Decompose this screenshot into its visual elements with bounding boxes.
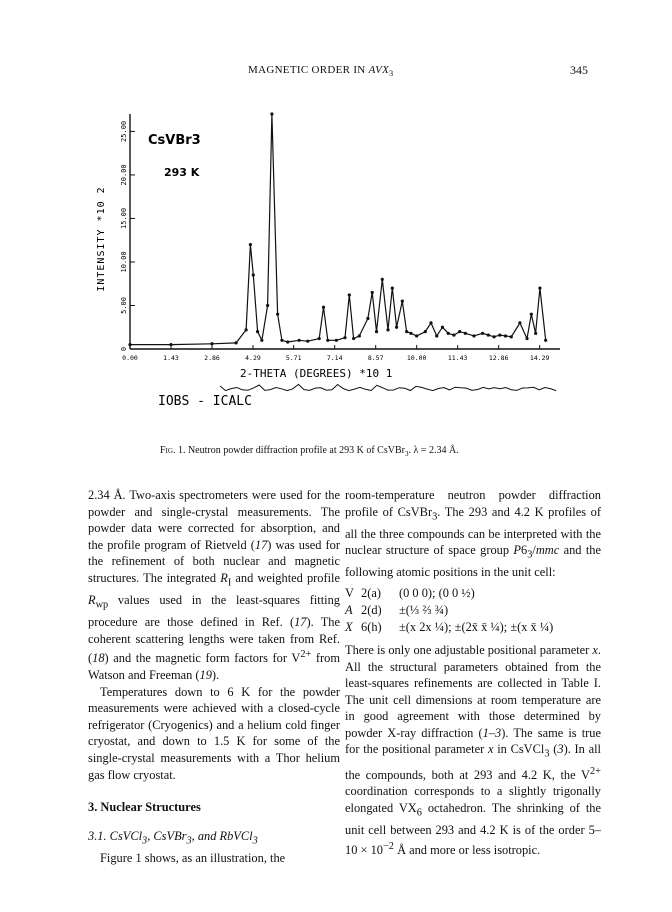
position-row — [345, 585, 601, 602]
observed-data-point — [266, 304, 269, 307]
observed-data-point — [128, 343, 131, 346]
x-tick-label: 7.14 — [326, 354, 343, 362]
observed-data-point — [395, 326, 398, 329]
wyckoff-site: 2(d) — [361, 602, 382, 617]
y-axis-label: INTENSITY *10 2 — [96, 186, 107, 292]
observed-data-point — [276, 313, 279, 316]
observed-data-point — [481, 332, 484, 335]
observed-data-point — [538, 286, 541, 289]
observed-data-point — [306, 340, 309, 343]
paragraph: 2.34 Å. Two-axis spectrometers were used for the powder and single-crystal measurements. The powder data were corrected for absorption, and the profile program of Rietveld (17) was used for the refinement of both nuclear and magnetic structures. The integrated $R_I$ and weighted profile $R_{wp}$ values used in the least-squares fitting procedure are those defined in Ref. (17). The coherent scattering lengths were taken from Ref. (18) and the magnetic form factors for $V^{2+}$ from Watson and Freeman (19). — [88, 488, 341, 682]
coordinates: (0 0 0); (0 0 ½) — [399, 585, 475, 600]
observed-data-point — [348, 293, 351, 296]
y-tick-label: 5.00 — [120, 297, 128, 314]
observed-data-point — [335, 339, 338, 342]
observed-data-point — [492, 335, 495, 338]
wyckoff-site: 2(a) — [361, 585, 381, 600]
observed-data-point — [256, 330, 259, 333]
x-tick-label: 1.43 — [163, 354, 179, 362]
y-tick-label: 0 — [120, 346, 128, 352]
page-number: 345 — [570, 63, 588, 77]
x-tick-label: 0.00 — [122, 354, 138, 362]
observed-data-point — [249, 243, 252, 246]
position-row — [345, 602, 601, 619]
left-column — [88, 487, 340, 866]
observed-data-point — [441, 326, 444, 329]
observed-data-point — [409, 332, 412, 335]
atomic-positions — [345, 585, 601, 636]
x-tick-label: 5.71 — [285, 354, 302, 362]
observed-data-point — [352, 337, 355, 340]
observed-data-point — [504, 334, 507, 337]
observed-data-point — [458, 330, 461, 333]
observed-data-point — [530, 313, 533, 316]
diffraction-profile-chart — [90, 94, 590, 424]
paragraph: Figure 1 shows, as an illustration, the — [100, 850, 286, 865]
observed-data-point — [498, 333, 501, 336]
observed-data-point — [169, 343, 172, 346]
wyckoff-site: 6(h) — [361, 619, 382, 634]
observed-data-point — [381, 278, 384, 281]
right-column — [345, 487, 601, 858]
paragraph: room-temperature neutron powder diffraction profile of CsVBr$_3$. The 293 and 4.2 K profiles of all the three compounds can be interpreted with the nuclear structure of space group $P6_3$/mmc and the following atomic positions in the unit cell: — [345, 488, 601, 580]
observed-data-point — [386, 328, 389, 331]
observed-data-point — [322, 306, 325, 309]
element-symbol: X — [345, 619, 353, 634]
subsection-heading: 3.1. CsVCl$_3$, CsVBr$_3$, and RbVCl$_3$ — [88, 828, 258, 847]
observed-data-point — [464, 332, 467, 335]
observed-data-point — [358, 334, 361, 337]
coordinates: ±(⅓ ⅔ ¾) — [399, 602, 449, 617]
x-tick-label: 11.43 — [447, 354, 468, 362]
running-title: MAGNETIC ORDER IN $AVX_3$ — [248, 64, 394, 79]
x-tick-label: 10.00 — [406, 354, 427, 362]
position-row — [345, 619, 601, 636]
observed-data-point — [245, 328, 248, 331]
observed-data-point — [544, 339, 547, 342]
observed-data-point — [525, 337, 528, 340]
observed-data-point — [270, 112, 273, 115]
section-heading: 3. Nuclear Structures — [88, 800, 201, 815]
observed-data-point — [371, 291, 374, 294]
element-symbol: A — [345, 602, 353, 617]
running-head — [0, 64, 672, 80]
observed-data-point — [366, 317, 369, 320]
figure-caption: Fig. 1. Neutron powder diffraction profile at 293 K of CsVBr$_3$. λ = 2.34 Å. — [160, 445, 459, 458]
observed-data-point — [252, 273, 255, 276]
calculated-profile-line — [130, 114, 546, 345]
observed-data-point — [415, 334, 418, 337]
observed-data-point — [405, 330, 408, 333]
observed-data-point — [518, 321, 521, 324]
paragraph: There is only one adjustable positional parameter x. All the structural parameters obtained from the least-squares refinements are collected in Table I. The unit cell dimensions at room temperature are in good agreement with those determined by powder X-ray diffraction (1–3). The same is true for the positional parameter x in CsVCl$_3$ (3). In all the compounds, both at 293 and 4.2 K, the $V^{2+}$ coordination corresponds to a slightly trigonally elongated $VX_6$ octahedron. The shrinking of the unit cell between 293 and 4.2 K is of the order $5-10 \times 10^{-2}$ Å and more or less isotropic. — [345, 642, 601, 857]
observed-data-point — [280, 339, 283, 342]
observed-data-point — [452, 333, 455, 336]
x-tick-label: 14.29 — [529, 354, 550, 362]
observed-data-point — [326, 339, 329, 342]
observed-data-point — [343, 336, 346, 339]
difference-curve — [220, 384, 556, 390]
x-tick-label: 8.57 — [367, 354, 384, 362]
observed-data-point — [298, 339, 301, 342]
element-symbol: V — [345, 585, 354, 600]
observed-data-point — [429, 321, 432, 324]
y-tick-label: 20.00 — [120, 164, 128, 186]
observed-data-point — [234, 341, 237, 344]
observed-data-point — [510, 335, 513, 338]
difference-label: IOBS - ICALC — [158, 394, 252, 409]
x-tick-label: 12.86 — [488, 354, 509, 362]
observed-data-point — [391, 286, 394, 289]
y-tick-label: 25.00 — [120, 120, 128, 142]
temperature-label: 293 K — [164, 166, 200, 179]
observed-data-point — [401, 300, 404, 303]
x-axis-label: 2-THETA (DEGREES) *10 1 — [240, 367, 393, 380]
observed-data-point — [260, 339, 263, 342]
y-tick-label: 15.00 — [120, 207, 128, 229]
observed-data-point — [210, 342, 213, 345]
paragraph: Temperatures down to 6 K for the powder measurements were achieved with a closed-cycle refrigerator (Cryogenics) and a helium cold finger cryostat, and down to 1.5 K for some of the single-crystal measurements with a Thor helium gas flow cryostat. — [88, 684, 340, 782]
figure-1 — [90, 94, 590, 464]
sample-label: CsVBr3 — [148, 133, 201, 148]
observed-data-point — [435, 334, 438, 337]
observed-data-point — [534, 332, 537, 335]
coordinates: ±(x 2x ¼); ±(2x̄ x̄ ¼); ±(x x̄ ¼) — [399, 619, 554, 634]
y-tick-label: 10.00 — [120, 251, 128, 273]
observed-data-point — [472, 334, 475, 337]
observed-data-point — [487, 333, 490, 336]
observed-data-point — [286, 340, 289, 343]
x-tick-label: 2.86 — [204, 354, 220, 362]
observed-data-point — [318, 337, 321, 340]
observed-data-point — [424, 330, 427, 333]
observed-data-point — [447, 332, 450, 335]
observed-data-point — [375, 330, 378, 333]
x-tick-label: 4.29 — [245, 354, 261, 362]
